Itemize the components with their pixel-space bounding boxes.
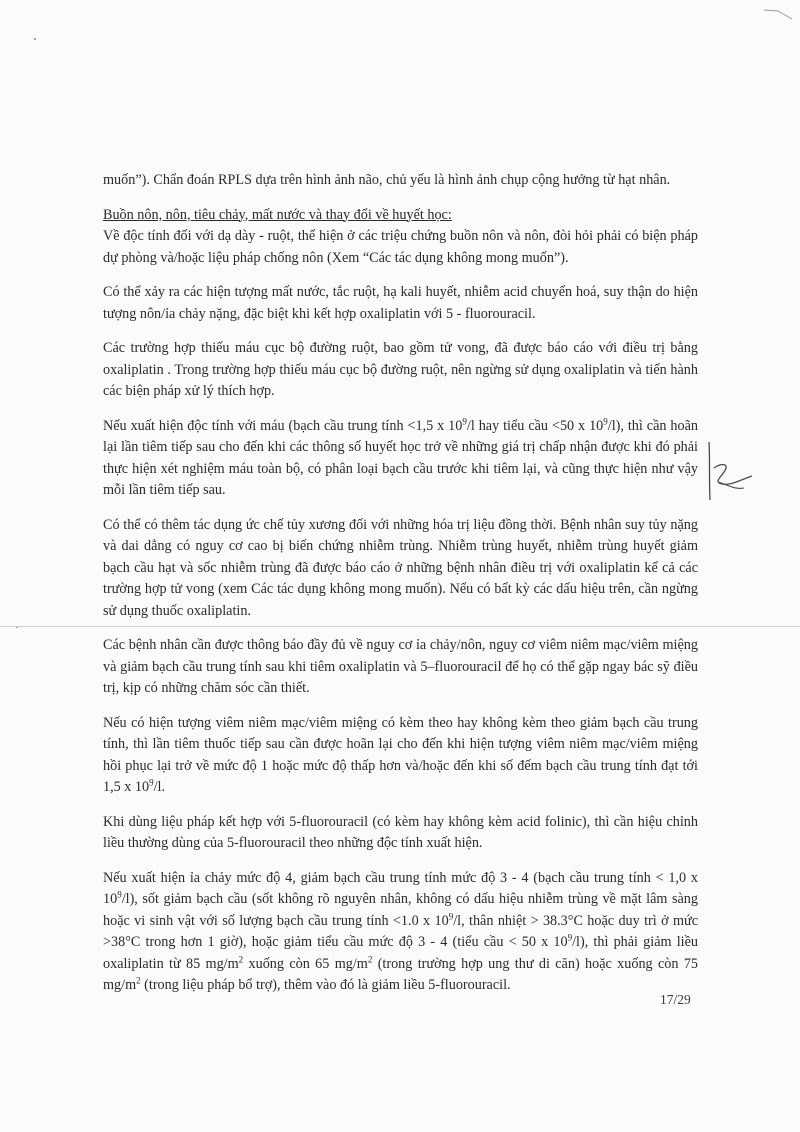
superscript: 2 xyxy=(238,953,244,964)
superscript: 2 xyxy=(136,975,141,986)
paragraph-dehydration: Có thể xảy ra các hiện tượng mất nước, tắc ruột, hạ kali huyết, nhiễm acid chuyển hoá, suy thận do hiện tượng nôn/ỉa chảy nặng, đặc biệt khi kết hợp oxaliplatin với 5 - fluorouracil. xyxy=(103,284,698,322)
text-run: /l. xyxy=(153,779,166,795)
paragraph-gi-toxicity: Về độc tính đối với dạ dày - ruột, thể hiện ở các triệu chứng buồn nôn và nôn, đòi hỏi phải có biện pháp dự phòng và/hoặc liệu pháp chống nôn (Xem “Các tác dụng không mong muốn”). xyxy=(103,228,698,266)
text-run: Nếu xuất hiện ỉa chảy mức độ 4, giảm bạch cầu trung tính mức độ 3 - 4 (bạch cầu trung tính < 1,0 x 10 xyxy=(103,869,698,907)
paragraph-bone-marrow-suppression: Có thể có thêm tác dụng ức chế tủy xương đối với những hóa trị liệu đồng thời. Bệnh nhân suy tủy nặng và dai dẳng có nguy cơ cao bị biến chứng nhiễm trùng. Nhiễm trùng huyết, nhiễm trùng huyết giảm bạch cầu hạt và sốc nhiễm trùng đã được báo cáo ở những bệnh nhân điều trị với oxaliplatin kể cả các trường hợp tử vong (xem Các tác dụng không mong muốn). Nếu có bất kỳ các dấu hiệu trên, cần ngừng sử dụng thuốc oxaliplatin. xyxy=(103,516,698,619)
page-number: 17/29 xyxy=(660,992,691,1007)
text-run: /l hay tiểu cầu <50 x 10 xyxy=(466,417,604,434)
paragraph-rpls-diagnosis: muốn”). Chẩn đoán RPLS dựa trên hình ảnh não, chủ yếu là hình ảnh chụp cộng hưởng từ hạt nhân. xyxy=(103,172,671,188)
paragraph-dose-reduction xyxy=(103,868,698,997)
superscript: 9 xyxy=(567,932,573,943)
text-run: /l), thì phải giảm liều oxaliplatin từ 85 mg/m xyxy=(103,934,698,972)
paragraph-fluorouracil-dose: Khi dùng liệu pháp kết hợp với 5-fluorouracil (có kèm hay không kèm acid folinic), thì cần hiệu chỉnh liều thường dùng của 5-fluorouracil theo những độc tính xuất hiện. xyxy=(103,813,698,851)
superscript: 9 xyxy=(149,777,154,788)
text-run: (trong liệu pháp bổ trợ), thêm vào đó là giảm liều 5-fluorouracil. xyxy=(140,977,511,993)
text-run: (trong trường hợp ung thư di căn) hoặc xuống còn 75 mg/m xyxy=(103,955,699,993)
superscript: 9 xyxy=(117,889,122,900)
scan-speck xyxy=(34,38,36,40)
paragraph-mucositis xyxy=(103,713,698,799)
text-run: Nếu có hiện tượng viêm niêm mạc/viêm miệng có kèm theo hay không kèm theo giảm bạch cầu trung tính, thì lần tiêm thuốc tiếp sau cần được hoãn lại cho đến khi hiện tượng viêm niêm mạc/viêm miệng hồi phục lại trở về mức độ 1 hoặc mức độ thấp hơn và/hoặc đến khi số đếm bạch cầu trung tính đạt tới 1,5 x 10 xyxy=(103,714,698,795)
superscript: 2 xyxy=(367,953,373,964)
superscript: 9 xyxy=(462,415,467,426)
text-run: /l), thì cần hoãn lại lần tiêm tiếp sau cho đến khi các thông số huyết học trở về những giá trị chấp nhận được khi đó phải thực hiện xét nghiệm máu toàn bộ, có phân loại bạch cầu trước khi tiêm lại, và cũng thực hiện như vậy mỗi lần tiêm tiếp sau. xyxy=(103,417,698,498)
superscript: 9 xyxy=(448,910,454,921)
superscript: 9 xyxy=(603,415,608,426)
paragraph-intestinal-ischemia: Các trường hợp thiếu máu cục bộ đường ruột, bao gồm tử vong, đã được báo cáo với điều trị bằng oxaliplatin . Trong trường hợp thiếu máu cục bộ đường ruột, nên ngừng sử dụng oxaliplatin và tiến hành các biện pháp xử lý thích hợp. xyxy=(103,340,698,399)
section-heading-text: Buồn nôn, nôn, tiêu chảy, mất nước và thay đổi về huyết học: xyxy=(103,206,452,223)
page-corner-mark xyxy=(764,8,794,20)
text-run: /l, thân nhiệt > 38.3°C hoặc duy trì ở mức >38°C trong hơn 1 giờ), hoặc giảm tiểu cầu mức độ 3 - 4 (tiểu cầu < 50 x 10 xyxy=(103,912,698,950)
text-run: Nếu xuất hiện độc tính với máu (bạch cầu trung tính <1,5 x 10 xyxy=(103,417,463,434)
document-body xyxy=(103,170,698,1010)
paragraph-patient-information: Các bệnh nhân cần được thông báo đầy đủ về nguy cơ ỉa chảy/nôn, nguy cơ viêm niêm mạc/viêm miệng và giảm bạch cầu trung tính sau khi tiêm oxaliplatin và 5–fluorouracil để họ có thể gặp ngay bác sỹ điều trị, kịp có những chăm sóc cần thiết. xyxy=(103,637,698,696)
section-heading-gi-toxicity xyxy=(103,205,698,227)
paragraph-hematologic-toxicity xyxy=(103,416,698,502)
text-run: /l), sốt giảm bạch cầu (sốt không rõ nguyên nhân, không có dấu hiệu nhiễm trùng về mặt lâm sàng hoặc vi sinh vật với số lượng bạch cầu trung tính <1.0 x 10 xyxy=(103,891,698,929)
text-run: xuống còn 65 mg/m xyxy=(243,955,368,972)
handwritten-initials xyxy=(700,438,760,518)
